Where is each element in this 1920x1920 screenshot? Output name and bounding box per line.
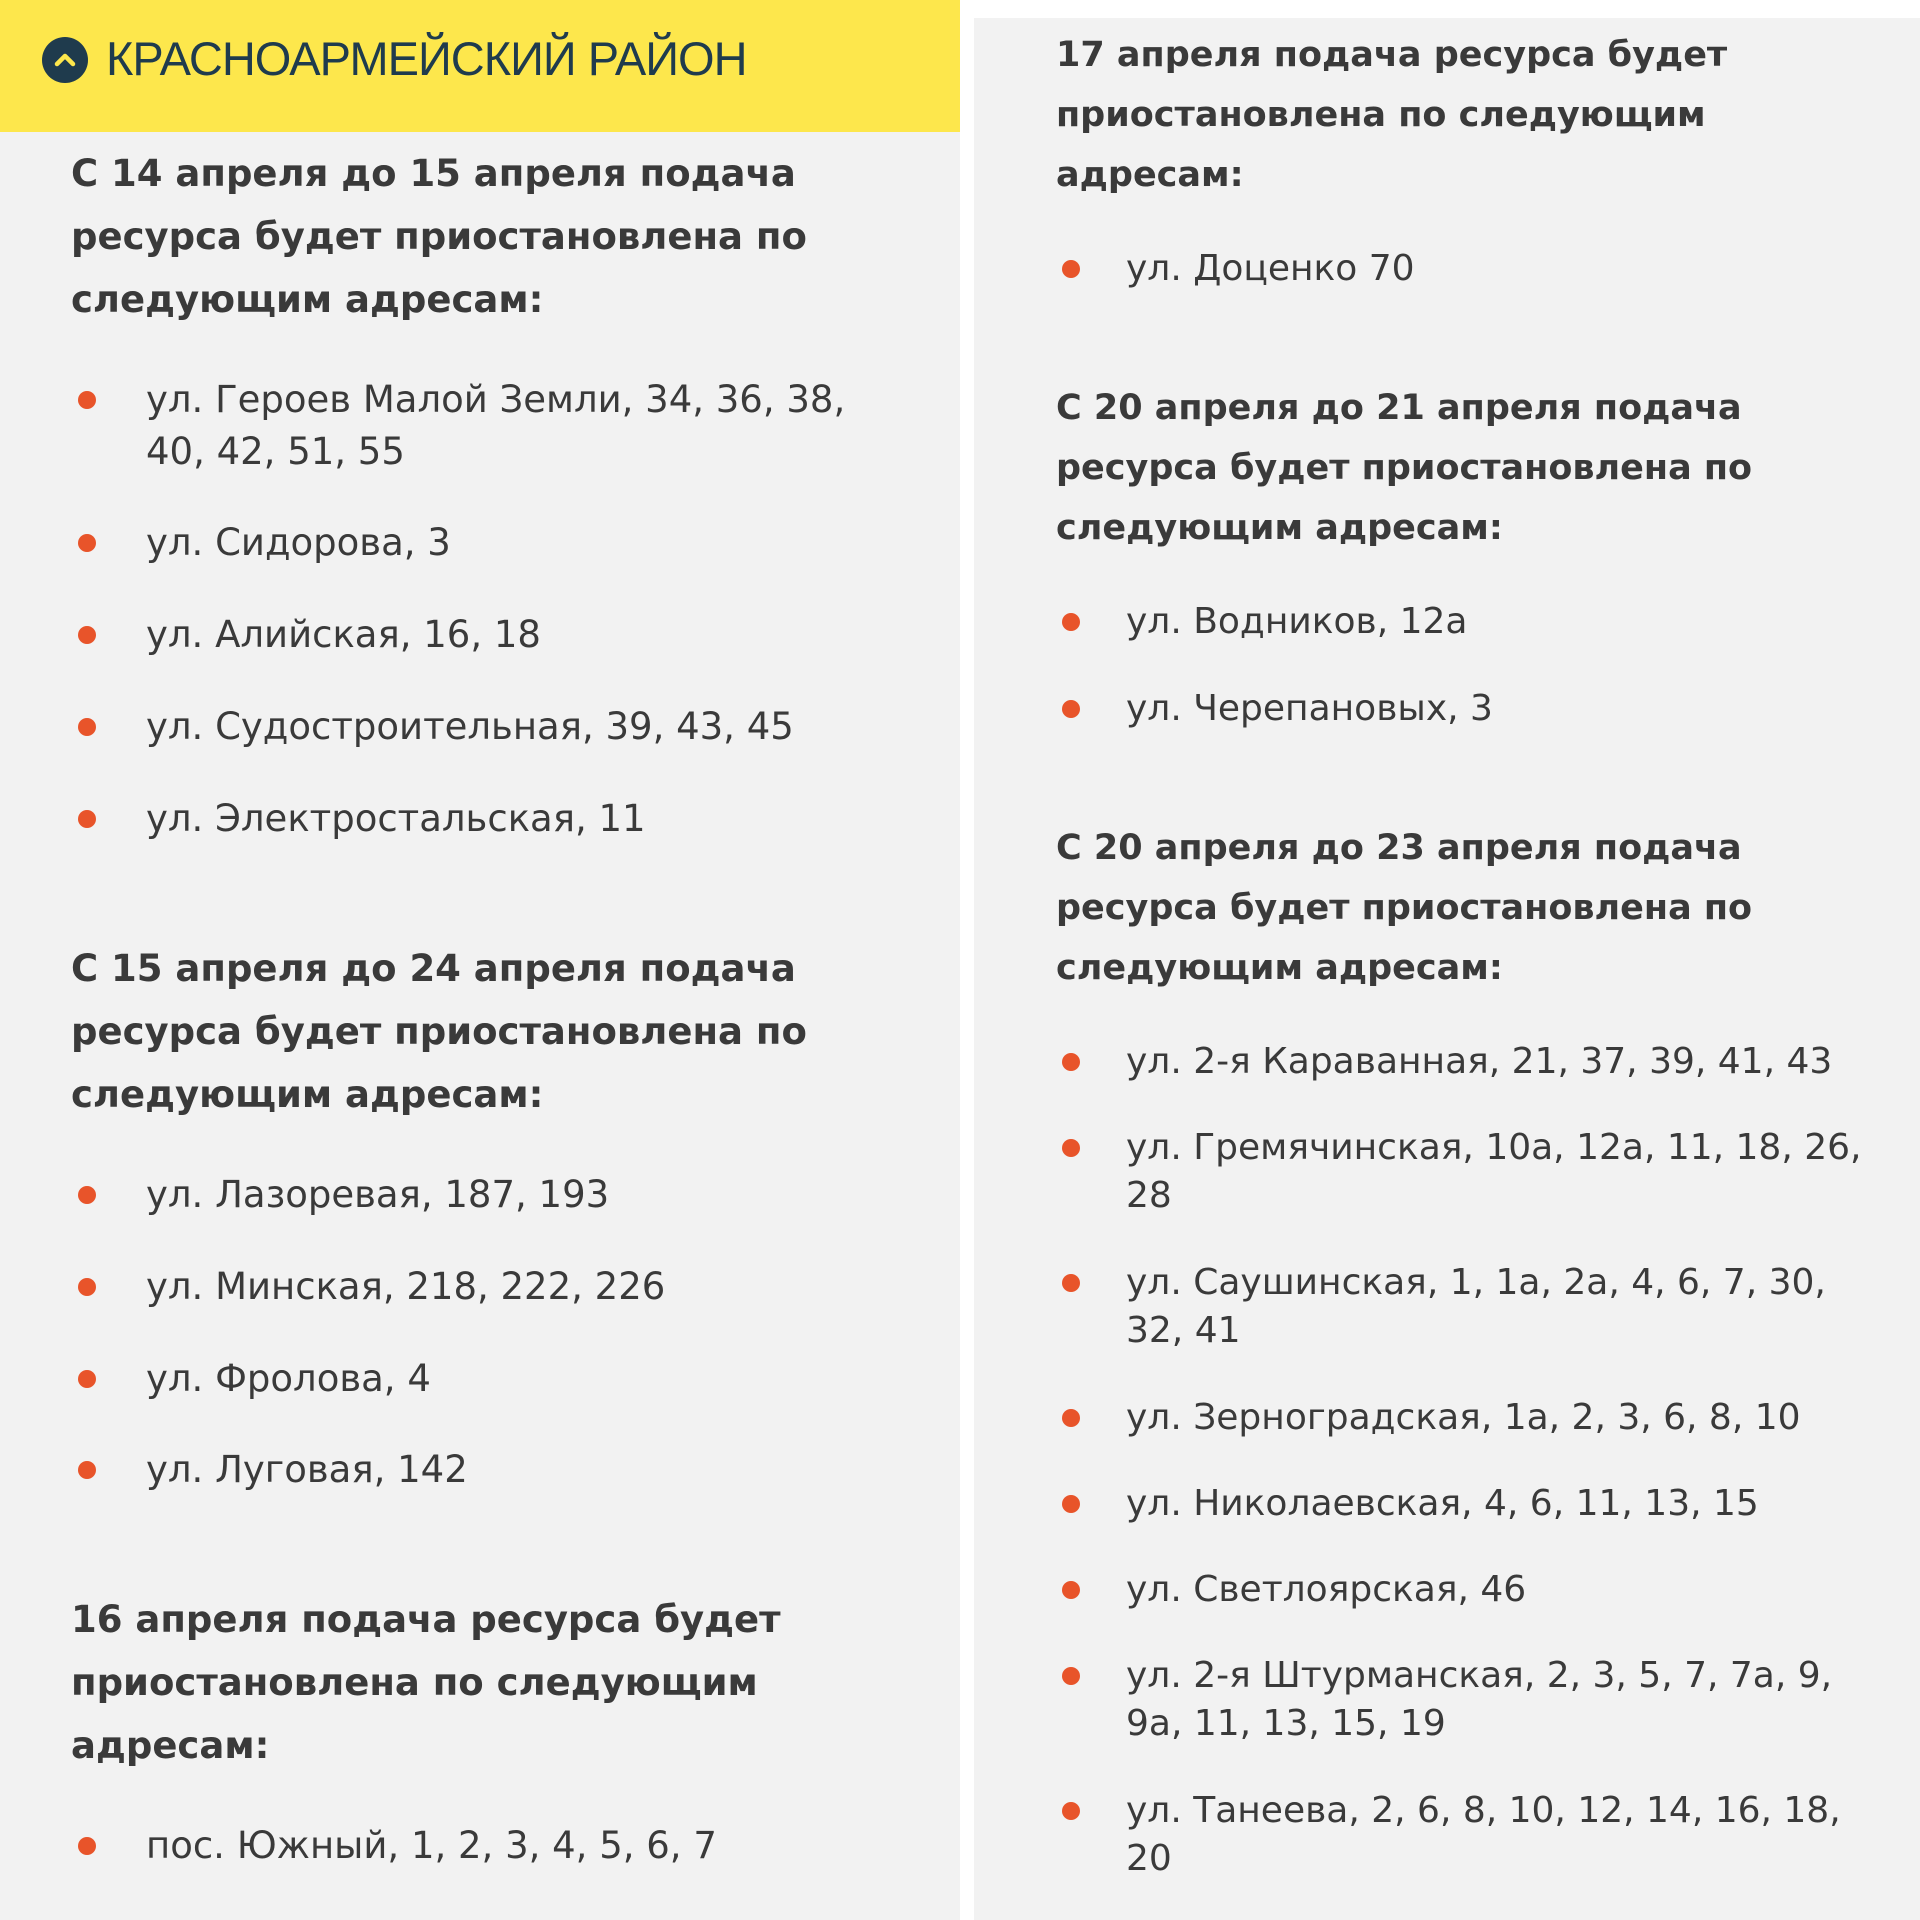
section-title: 17 апреля подача ресурса будет приостановлена по следующим адресам: [1056,35,1728,195]
list-item: ул. Танеева, 2, 6, 8, 10, 12, 14, 16, 18, 20 [974,1787,1920,1883]
section-title: С 15 апреля до 24 апреля подача ресурса будет приостановлена по следующим адресам: [71,947,807,1116]
district-title: КРАСНОАРМЕЙСКИЙ РАЙОН [106,32,747,85]
list-item: ул. Гремячинская, 10а, 12а, 11, 18, 26, 28 [974,1124,1920,1220]
bullet-icon [78,718,96,736]
bullet-icon [78,1837,96,1855]
list-item: ул. 2-я Штурманская, 2, 3, 5, 7, 7а, 9, 9а, 11, 13, 15, 19 [974,1652,1920,1748]
list-item: ул. Героев Малой Земли, 34, 36, 38, 40, 42, 51, 55 [0,374,960,478]
bullet-icon [78,1461,96,1479]
district-header [0,0,960,132]
bullet-icon [1062,1274,1080,1292]
bullet-icon [1062,1667,1080,1685]
bullet-icon [78,1370,96,1388]
section-title: 16 апреля подача ресурса будет приостановлена по следующим адресам: [71,1598,781,1767]
bullet-icon [1062,700,1080,718]
bullet-icon [78,534,96,552]
chevron-up-circle-icon[interactable] [42,37,88,83]
bullet-icon [1062,1053,1080,1071]
bullet-icon [78,810,96,828]
bullet-icon [1062,1802,1080,1820]
right-column: 17 апреля подача ресурса будет приостановлена по следующим адресам: ул. Доценко 70 С 20 апреля до 21 апреля подача ресурса будет приостановлена по следующим адресам: ул. Водников, 12а ул. Черепановых, 3 С 20 апреля до 23 апреля подача ресурса будет приостановлена по следующим адресам: ул. 2-я Караванная, 21, 37, 39, 41, 43 ул. Гремячинская, 10а, 12а, 11, 18, 26, 28 ул. Саушинская, 1, 1а, 2а, 4, 6, 7, 30, 32, 41 ул. Зерноградская, 1а, 2, 3, 6, 8, 10 ул. Николаевская, 4, 6, 11, 13, 15 ул. Светлоярская, 46 ул. 2-я Штурманская, 2, 3, 5, 7, 7а, 9, 9а, 11, 13, 15, 19 ул. Танеева, 2, 6, 8, 10, 12, 14, 16, 18, 20 [974,18,1920,1920]
section-title: С 14 апреля до 15 апреля подача ресурса будет приостановлена по следующим адресам: [71,152,807,321]
list-item: ул. Саушинская, 1, 1а, 2а, 4, 6, 7, 30, 32, 41 [974,1259,1920,1355]
bullet-icon [1062,1581,1080,1599]
bullet-icon [78,1186,96,1204]
bullet-icon [1062,1139,1080,1157]
bullet-icon [1062,613,1080,631]
section-title: С 20 апреля до 21 апреля подача ресурса будет приостановлена по следующим адресам: [1056,388,1753,548]
bullet-icon [78,626,96,644]
bullet-icon [1062,1495,1080,1513]
bullet-icon [1062,260,1080,278]
bullet-icon [78,1278,96,1296]
section-title: С 20 апреля до 23 апреля подача ресурса будет приостановлена по следующим адресам: [1056,828,1753,988]
left-column: КРАСНОАРМЕЙСКИЙ РАЙОН С 14 апреля до 15 апреля подача ресурса будет приостановлена по следующим адресам: ул. Героев Малой Земли, 34, 36, 38, 40, 42, 51, 55 ул. Сидорова, 3 ул. Алийская, 16, 18 ул. Судостроительная, 39, 43, 45 ул. Электростальская, 11 С 15 апреля до 24 апреля подача ресурса будет приостановлена по следующим адресам: ул. Лазоревая, 187, 193 ул. Минская, 218, 222, 226 ул. Фролова, 4 ул. Луговая, 142 16 апреля подача ресурса будет приостановлена по следующим адресам: пос. Южный, 1, 2, 3, 4, 5, 6, 7 [0,0,960,1920]
bullet-icon [78,391,96,409]
bullet-icon [1062,1409,1080,1427]
